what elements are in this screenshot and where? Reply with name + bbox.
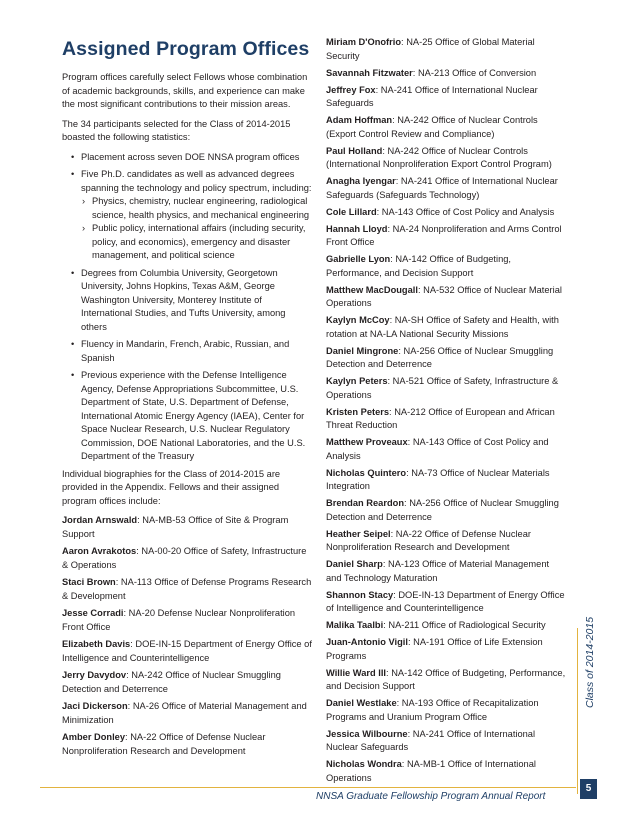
fellow-office: NA-211 Office of Radiological Security — [388, 620, 546, 630]
stats-bullet: • Five Ph.D. candidates as well as advanced degrees spanning the technology and policy spectrum, including: › Physics, chemistry, nuclear engineering, radiological science, health physics, and mechanical engineering › Public policy, international affairs (including security, policy, and economics), emergency and disaster management, and political science — [62, 168, 312, 263]
fellow-office: NA-00-20 Office of Safety, Infrastructure & Operations — [62, 546, 307, 570]
fellow-entry: Kaylyn McCoy: NA-SH Office of Safety and Health, with rotation at NA-LA National Security Missions — [326, 315, 559, 339]
fellow-entry: Willie Ward III: NA-142 Office of Budgeting, Performance, and Decision Support — [326, 667, 566, 691]
class-year-label: Class of 2014-2015 — [584, 616, 596, 708]
fellow-office: NA-20 Defense Nuclear Nonproliferation Front Office — [62, 608, 296, 632]
fellow-name: Jesse Corradi — [62, 608, 124, 618]
fellow-name: Daniel Westlake — [326, 698, 397, 708]
fellow-office: NA-241 Office of International Nuclear Safeguards (Safeguards Technology) — [326, 176, 558, 200]
fellow-office: NA-22 Office of Defense Nuclear Nonproliferation Research and Development — [326, 528, 531, 552]
vertical-rule — [577, 628, 578, 794]
fellow-office: NA-SH Office of Safety and Health, with rotation at NA-LA National Security Missions — [326, 315, 559, 339]
stats-bullet: • Previous experience with the Defense Intelligence Agency, Defense Appropriations Subcommittee, U.S. Department of State, U.S. Department of Defense, International Atomic Energy Agency (IAEA), Center for Space Nuclear Research, U.S. Nuclear Regulatory Commission, DOE National Laboratories, and the U.S. Department of the Treasury — [62, 369, 312, 464]
fellow-name: Kaylyn Peters — [326, 376, 388, 386]
fellow-name: Shannon Stacy — [326, 589, 394, 600]
fellow-name: Jordan Arnswald — [62, 515, 138, 525]
fellow-name: Jaci Dickerson — [62, 701, 128, 711]
fellow-entry: Adam Hoffman: NA-242 Office of Nuclear Controls (Export Control Review and Compliance) — [326, 115, 538, 139]
fellow-entry: Daniel Westlake: NA-193 Office of Recapitalization Programs and Uranium Program Office — [326, 698, 539, 722]
fellow-entry: Hannah Lloyd: NA-24 Nonproliferation and Arms Control Front Office — [326, 223, 562, 247]
fellow-office: NA-26 Office of Material Management and Minimization — [62, 701, 307, 725]
fellow-entry: Savannah Fitzwater: NA-213 Office of Conversion — [326, 67, 537, 78]
fellow-entry: Jordan Arnswald: NA-MB-53 Office of Site & Program Support — [62, 515, 289, 539]
fellow-name: Daniel Mingrone — [326, 345, 399, 356]
stats-bullet: • Degrees from Columbia University, Georgetown University, Johns Hopkins, Texas A&M, George Washington University, Monterey Institute of International Studies, and Tufts University, among others — [62, 267, 312, 335]
fellow-entry: Daniel Sharp: NA-123 Office of Material Management and Technology Maturation — [326, 559, 550, 583]
footer-rule — [40, 787, 576, 788]
fellow-name: Brendan Reardon — [326, 498, 405, 508]
fellow-name: Daniel Sharp — [326, 559, 383, 569]
stats-bullet: • Placement across seven DOE NNSA program offices — [62, 151, 312, 165]
fellow-office: NA-143 Office of Cost Policy and Analysis — [326, 437, 549, 461]
fellow-entry: Heather Seipel: NA-22 Office of Defense Nuclear Nonproliferation Research and Development — [326, 528, 531, 552]
fellow-entry: Staci Brown: NA-113 Office of Defense Programs Research & Development — [62, 577, 312, 601]
fellow-entry: Jessica Wilbourne: NA-241 Office of International Nuclear Safeguards — [326, 728, 536, 752]
fellow-name: Gabrielle Lyon — [326, 254, 391, 264]
fellow-entry: Jesse Corradi: NA-20 Defense Nuclear Nonproliferation Front Office — [62, 608, 296, 632]
fellow-office: NA-242 Office of Nuclear Controls (International Nonproliferation Export Control Program) — [326, 145, 552, 169]
fellow-entry: Gabrielle Lyon: NA-142 Office of Budgeting, Performance, and Decision Support — [326, 254, 511, 278]
fellow-name: Matthew MacDougall — [326, 284, 418, 295]
page-title: Assigned Program Offices — [62, 38, 310, 60]
fellow-name: Staci Brown — [62, 577, 116, 587]
fellow-entry: Matthew Proveaux: NA-143 Office of Cost Policy and Analysis — [326, 437, 549, 461]
stats-bullet: • Fluency in Mandarin, French, Arabic, Russian, and Spanish — [62, 338, 312, 365]
intro-paragraph: Program offices carefully select Fellows whose combination of academic backgrounds, skills, and experience can make the most significant contributions to their mission areas. — [62, 72, 308, 109]
fellow-name: Willie Ward III — [326, 667, 387, 678]
fellow-office: NA-MB-53 Office of Site & Program Support — [62, 515, 289, 539]
fellow-office: DOE-IN-13 Department of Energy Office of Intelligence and Counterintelligence — [326, 589, 565, 613]
fellow-office: NA-212 Office of European and African Threat Reduction — [326, 406, 555, 430]
fellow-office: NA-142 Office of Budgeting, Performance, and Decision Support — [326, 254, 511, 278]
right-column — [326, 36, 566, 789]
degree-sublist — [81, 195, 312, 263]
fellow-name: Miriam D'Onofrio — [326, 37, 402, 47]
fellow-entry: Amber Donley: NA-22 Office of Defense Nuclear Nonproliferation Research and Development — [62, 732, 266, 756]
fellows-list-right — [326, 36, 566, 785]
fellow-entry: Daniel Mingrone: NA-256 Office of Nuclear Smuggling Detection and Deterrence — [326, 345, 554, 369]
fellow-office: NA-241 Office of International Nuclear Safeguards — [326, 728, 536, 752]
fellow-office: NA-256 Office of Nuclear Smuggling Detection and Deterrence — [326, 345, 554, 369]
fellow-office: NA-123 Office of Material Management and Technology Maturation — [326, 559, 550, 583]
fellow-name: Savannah Fitzwater — [326, 67, 413, 78]
fellow-entry: Kaylyn Peters: NA-521 Office of Safety, Infrastructure & Operations — [326, 376, 559, 400]
fellow-entry: Brendan Reardon: NA-256 Office of Nuclear Smuggling Detection and Deterrence — [326, 498, 559, 522]
fellow-entry: Cole Lillard: NA-143 Office of Cost Policy and Analysis — [326, 206, 555, 217]
stats-list — [62, 151, 312, 464]
fellow-name: Matthew Proveaux — [326, 437, 408, 447]
fellow-entry: Malika Taalbi: NA-211 Office of Radiological Security — [326, 620, 546, 630]
fellow-entry: Shannon Stacy: DOE-IN-13 Department of Energy Office of Intelligence and Counterintelligence — [326, 589, 565, 613]
fellow-office: NA-213 Office of Conversion — [417, 67, 537, 78]
fellow-office: NA-22 Office of Defense Nuclear Nonproliferation Research and Development — [62, 732, 266, 756]
fellow-office: NA-73 Office of Nuclear Materials Integration — [326, 467, 550, 491]
fellow-name: Nicholas Wondra — [326, 759, 402, 769]
fellow-name: Cole Lillard — [326, 206, 377, 217]
fellow-entry: Paul Holland: NA-242 Office of Nuclear Controls (International Nonproliferation Export Control Program) — [326, 145, 552, 169]
fellow-entry: Nicholas Quintero: NA-73 Office of Nuclear Materials Integration — [326, 467, 550, 491]
fellow-entry: Miriam D'Onofrio: NA-25 Office of Global Material Security — [326, 37, 535, 61]
fellow-office: NA-256 Office of Nuclear Smuggling Detection and Deterrence — [326, 498, 559, 522]
fellow-office: NA-242 Office of Nuclear Controls (Export Control Review and Compliance) — [326, 115, 538, 139]
fellow-name: Hannah Lloyd — [326, 223, 388, 234]
fellow-name: Amber Donley — [62, 732, 126, 742]
fellow-entry: Jerry Davydov: NA-242 Office of Nuclear Smuggling Detection and Deterrence — [62, 670, 281, 694]
fellow-office: NA-532 Office of Nuclear Material Operations — [326, 284, 562, 308]
fellow-office: NA-25 Office of Global Material Security — [326, 37, 535, 61]
fellow-office: NA-241 Office of International Nuclear Safeguards — [326, 84, 538, 108]
fellow-entry: Juan-Antonio Vigil: NA-191 Office of Life Extension Programs — [326, 637, 543, 661]
fellow-name: Juan-Antonio Vigil — [326, 637, 408, 647]
fellow-name: Jerry Davydov — [62, 670, 127, 680]
degree-sub-bullet: › Physics, chemistry, nuclear engineering, radiological science, health physics, and mechanical engineering — [81, 195, 312, 222]
fellow-office: NA-521 Office of Safety, Infrastructure & Operations — [326, 376, 559, 400]
fellow-name: Jessica Wilbourne — [326, 728, 408, 739]
fellow-office: DOE-IN-15 Department of Energy Office of Intelligence and Counterintelligence — [62, 639, 312, 663]
fellow-entry: Aaron Avrakotos: NA-00-20 Office of Safety, Infrastructure & Operations — [62, 546, 307, 570]
fellow-name: Malika Taalbi — [326, 620, 384, 630]
footer-title: NNSA Graduate Fellowship Program Annual Report — [316, 791, 546, 802]
fellow-entry: Elizabeth Davis: DOE-IN-15 Department of Energy Office of Intelligence and Counterintelligence — [62, 639, 312, 663]
fellow-name: Aaron Avrakotos — [62, 546, 137, 556]
fellow-entry: Jaci Dickerson: NA-26 Office of Material Management and Minimization — [62, 701, 307, 725]
fellow-name: Elizabeth Davis — [62, 639, 131, 649]
fellow-name: Jeffrey Fox — [326, 84, 376, 95]
fellow-name: Anagha Iyengar — [326, 176, 396, 186]
fellow-office: NA-193 Office of Recapitalization Programs and Uranium Program Office — [326, 698, 539, 722]
fellow-entry: Matthew MacDougall: NA-532 Office of Nuclear Material Operations — [326, 284, 562, 308]
fellow-name: Adam Hoffman — [326, 115, 393, 125]
fellow-entry: Nicholas Wondra: NA-MB-1 Office of International Operations — [326, 759, 536, 783]
fellow-office: NA-242 Office of Nuclear Smuggling Detection and Deterrence — [62, 670, 281, 694]
stats-intro: The 34 participants selected for the Class of 2014-2015 boasted the following statistics: — [62, 118, 291, 142]
fellow-office: NA-24 Nonproliferation and Arms Control Front Office — [326, 223, 562, 247]
fellows-list-left — [62, 514, 312, 758]
fellow-office: NA-MB-1 Office of International Operations — [326, 759, 536, 783]
left-column — [62, 38, 312, 762]
fellow-name: Nicholas Quintero — [326, 467, 407, 478]
fellow-office: NA-191 Office of Life Extension Programs — [326, 637, 543, 661]
fellow-name: Heather Seipel — [326, 528, 391, 539]
page-number: 5 — [580, 779, 597, 799]
fellow-name: Kaylyn McCoy — [326, 315, 390, 325]
fellow-office: NA-113 Office of Defense Programs Research & Development — [62, 577, 312, 601]
fellow-entry: Jeffrey Fox: NA-241 Office of International Nuclear Safeguards — [326, 84, 538, 108]
bio-intro: Individual biographies for the Class of 2014-2015 are provided in the Appendix. Fellows and their assigned program offices include: — [62, 468, 281, 506]
fellow-entry: Anagha Iyengar: NA-241 Office of International Nuclear Safeguards (Safeguards Technology) — [326, 176, 558, 200]
fellow-name: Kristen Peters — [326, 406, 390, 417]
fellow-office: NA-142 Office of Budgeting, Performance, and Decision Support — [326, 667, 566, 691]
degree-sub-bullet: › Public policy, international affairs (including security, policy, and economics), emergency and disaster management, and political science — [81, 222, 312, 263]
fellow-office: NA-143 Office of Cost Policy and Analysis — [381, 206, 555, 217]
fellow-name: Paul Holland — [326, 145, 383, 156]
fellow-entry: Kristen Peters: NA-212 Office of European and African Threat Reduction — [326, 406, 555, 430]
